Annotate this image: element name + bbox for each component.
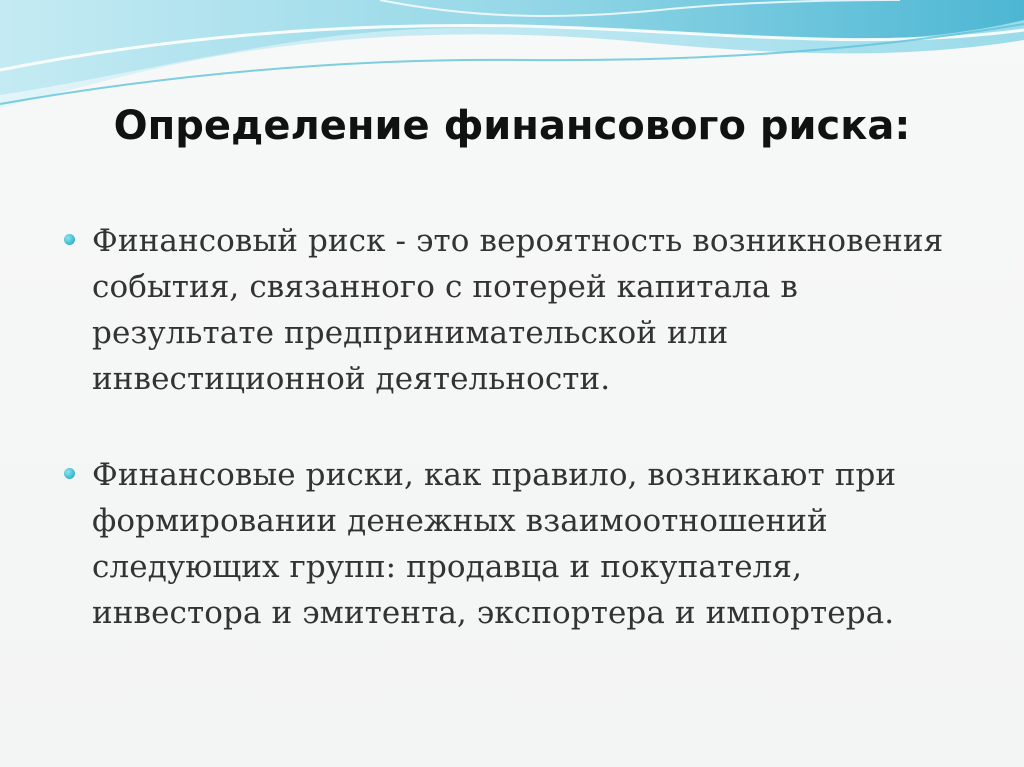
bullet-dot-icon <box>64 468 75 479</box>
slide-title: Определение финансового риска: <box>113 103 911 149</box>
bullet-text-line: инвестиционной деятельности. <box>92 361 611 397</box>
bullet-text-line: Финансовые риски, как правило, возникают при <box>92 457 897 493</box>
bullet-text-line: результате предпринимательской или <box>92 315 729 351</box>
bullet-text-line: следующих групп: продавца и покупателя, <box>92 549 803 585</box>
bullet-list <box>62 218 962 686</box>
bullet-text-line: инвестора и эмитента, экспортера и импортера. <box>92 595 895 631</box>
bullet-dot-icon <box>64 234 75 245</box>
bullet-text-line: события, связанного с потерей капитала в <box>92 269 798 305</box>
bullet-item <box>62 218 962 402</box>
bullet-item <box>62 452 962 636</box>
bullet-text-line: Финансовый риск - это вероятность возникновения <box>92 223 944 259</box>
bullet-text-line: формировании денежных взаимоотношений <box>92 503 828 539</box>
